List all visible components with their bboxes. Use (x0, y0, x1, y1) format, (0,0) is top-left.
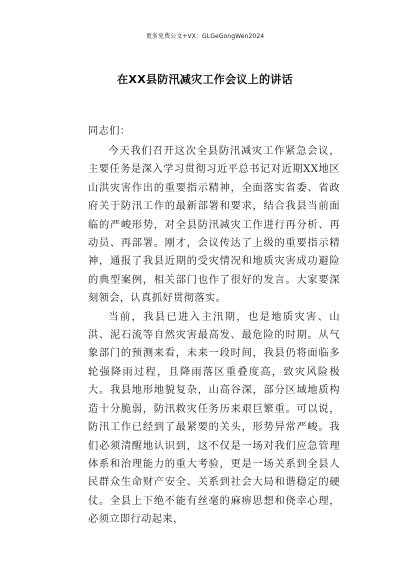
document-title: 在XX县防汛减灾工作会议上的讲话 (117, 73, 293, 86)
paragraph-2: 当前，我县已进入主汛期，也是地质灾害、山洪、泥石流等自然灾害最高发、最危险的时期。从气象部门的预测来看，未来一段时间，我县仍将面临多轮强降雨过程，且降雨落区重叠度高，致灾风险极大。我县地形地貌复杂，山高谷深，部分区域地质构造十分脆弱，防汛救灾任务历来艰巨繁重。可以说，防汛工作已经到了最紧要的关头，形势异常严峻。我们必须清醒地认识到，这不仅是一场对我们应急管理体系和治理能力的重大考验，更是一场关系到全县人民群众生命财产安全、关系到社会大局和谐稳定的硬仗。全县上下绝不能有丝毫的麻痹思想和侥幸心理，必须立即行动起来， (88, 311, 340, 526)
header-watermark: 更多免费公文+VX：GLGeGongWen2024 (145, 33, 265, 40)
salutation: 同志们： (88, 126, 131, 137)
document-body (88, 121, 340, 530)
paragraph-1: 今天我们召开这次全县防汛减灾工作紧急会议，主要任务是深入学习贯彻习近平总书记对近期XX地区山洪灾害作出的重要指示精神，全面落实省委、省政府关于防汛工作的最新部署和要求，结合我县当前面临的严峻形势，对全县防汛减灾工作进行再分析、再动员、再部署。刚才，会议传达了上级的重要指示精神，通报了我县近期的受灾情况和地质灾害成功避险的典型案例，相关部门也作了很好的发言。大家要深刻领会，认真抓好贯彻落实。 (88, 146, 340, 305)
